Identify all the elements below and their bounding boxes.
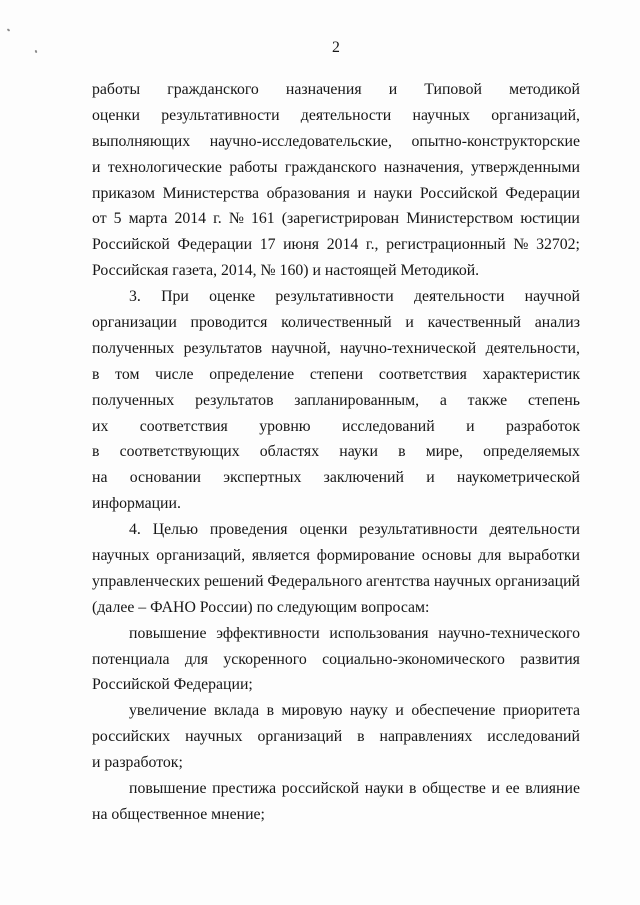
word: использования (329, 624, 429, 642)
word: заключений (323, 469, 404, 487)
document-body (92, 77, 580, 828)
word: г., (365, 236, 379, 254)
word: результативности (359, 521, 478, 539)
word: и (92, 158, 101, 176)
word: 17 (259, 236, 276, 254)
word: юстиции (520, 210, 580, 228)
word: и (405, 314, 414, 332)
word: разработок (505, 417, 580, 435)
list-item-1 (92, 621, 580, 699)
word: а (439, 391, 447, 409)
word: для (184, 650, 208, 668)
text-line: Российской Федерации; (92, 676, 253, 694)
list-item-3 (92, 776, 580, 828)
word: (зарегистрирован (281, 210, 400, 228)
word: в (398, 443, 406, 461)
word: российской (281, 780, 360, 798)
word: организаций (495, 572, 580, 590)
word: и (388, 81, 398, 98)
word: от (92, 210, 107, 228)
word: деятельности (413, 288, 505, 306)
list-item-2 (92, 698, 580, 776)
word: выработки (508, 547, 580, 565)
word: является (251, 547, 310, 565)
word: 2014 (326, 236, 359, 254)
text-line: на общественное мнение; (92, 805, 265, 823)
scan-mark (7, 28, 11, 31)
word: науки (339, 443, 378, 461)
word: экспертных (223, 469, 302, 487)
word: организаций, (491, 106, 580, 124)
word: При (161, 288, 189, 306)
word: деятельности (300, 106, 392, 124)
paragraph-continuation (92, 77, 580, 284)
word: обеспечение (411, 702, 496, 720)
text-line (92, 724, 580, 750)
text-line (92, 776, 580, 802)
text-line (92, 155, 580, 181)
word: в (409, 780, 417, 798)
word: № (228, 210, 244, 228)
text-line (92, 388, 580, 414)
word: назначения, (383, 158, 464, 176)
word: соответствующих (119, 443, 240, 461)
text-line (92, 414, 580, 440)
word: мире, (425, 443, 463, 461)
text-line (92, 336, 580, 362)
word: Целью (152, 521, 199, 539)
word: и (426, 469, 435, 487)
word: научных (412, 106, 470, 124)
word: деятельности (489, 521, 580, 539)
word: мировую (281, 702, 343, 720)
word: деятельности, (485, 339, 580, 357)
text-line: (далее – ФАНО России) по следующим вопросам: (92, 598, 430, 616)
word: регистрационный (386, 236, 506, 254)
word: опытно-конструкторские (411, 132, 580, 150)
word: приоритета (502, 702, 580, 720)
word: в (266, 702, 275, 720)
word: ее (505, 780, 520, 798)
word: наукометрической (456, 469, 580, 487)
word: организаций, (156, 547, 246, 565)
word: направлениях (379, 728, 473, 746)
word: на (92, 469, 108, 487)
paragraph-item-4 (92, 517, 580, 621)
word: приказом (92, 184, 155, 202)
word: вклада (214, 702, 260, 720)
word: Российской (92, 236, 170, 254)
text-line: информации. (92, 495, 181, 513)
word: Федерации (177, 236, 253, 254)
word: ускоренного (223, 650, 307, 668)
word: престижа (212, 780, 277, 798)
word: степень (527, 391, 580, 409)
word: основании (129, 469, 201, 487)
word: науки (373, 184, 413, 202)
word: в (92, 443, 100, 461)
word: организаций (257, 728, 343, 746)
word: увеличение (129, 702, 207, 720)
word: методикой (509, 81, 580, 98)
paragraph-item-3 (92, 284, 580, 517)
word: работы (229, 158, 278, 176)
word: количественный (281, 314, 392, 332)
word: 5 (113, 210, 122, 228)
word: технологические (107, 158, 222, 176)
word: Министерства (162, 184, 260, 202)
word: гражданского (167, 81, 259, 98)
word: развития (520, 650, 580, 668)
word: проводится (190, 314, 268, 332)
word: их (92, 417, 109, 435)
word: полученных (92, 391, 175, 409)
text-line (92, 284, 580, 310)
word: 161 (251, 210, 275, 228)
text-line (92, 647, 580, 673)
word: также (467, 391, 508, 409)
text-line (92, 621, 580, 647)
word: областях (259, 443, 320, 461)
word: уровню (259, 417, 311, 435)
word: агентства (366, 572, 431, 590)
word: основы (421, 547, 472, 565)
word: обществе (422, 780, 486, 798)
text-line (92, 569, 580, 595)
word: организации (92, 314, 177, 332)
word: определяемых (483, 443, 580, 461)
word: марта (128, 210, 168, 228)
word: научно-технического (438, 624, 580, 642)
word: исследований (487, 728, 580, 746)
text-line (92, 77, 580, 103)
text-line (92, 439, 580, 465)
word: результатов (183, 339, 263, 357)
word: Типовой (424, 81, 483, 98)
word: научно-технической (340, 339, 477, 357)
word: и (491, 780, 500, 798)
word: 4. (129, 521, 141, 539)
word: научных (433, 572, 492, 590)
word: для (478, 547, 502, 565)
word: научной (524, 288, 580, 306)
word: научно-исследовательские, (209, 132, 392, 150)
word: утвержденными (470, 158, 580, 176)
word: числе (155, 365, 194, 383)
text-line (92, 465, 580, 491)
word: решений (204, 572, 264, 590)
word: результативности (161, 106, 280, 124)
word: образования (266, 184, 350, 202)
text-line (92, 129, 580, 155)
word: повышение (129, 624, 207, 642)
word: характеристик (482, 365, 580, 383)
word: оценки (92, 106, 140, 124)
word: степени (309, 365, 364, 383)
word: оценки (299, 521, 348, 539)
text-line (92, 543, 580, 569)
word: и (357, 184, 366, 202)
word: г. (213, 210, 222, 228)
word: определение (209, 365, 295, 383)
word: июня (283, 236, 320, 254)
word: выполняющих (92, 132, 191, 150)
word: гражданского (284, 158, 377, 176)
word: исследований (341, 417, 435, 435)
word: в (92, 365, 100, 383)
word: назначения (285, 81, 362, 98)
word: науку (349, 702, 388, 720)
scan-mark (35, 50, 38, 54)
word: соответствия (378, 365, 467, 383)
word: и (466, 417, 475, 435)
word: Российской (419, 184, 498, 202)
word: качественный (427, 314, 522, 332)
word: и (395, 702, 404, 720)
word: анализ (534, 314, 580, 332)
word: результатов (195, 391, 274, 409)
word: 2014 (174, 210, 207, 228)
text-line (92, 310, 580, 336)
word: работы (92, 81, 141, 98)
word: Федерации (505, 184, 580, 202)
word: 3. (129, 288, 141, 306)
word: том (115, 365, 140, 383)
text-line (92, 181, 580, 207)
word: соответствия (139, 417, 228, 435)
page-number: 2 (332, 39, 340, 56)
word: научных (92, 547, 150, 565)
word: оценке (209, 288, 256, 306)
word: эффективности (216, 624, 320, 642)
text-line (92, 206, 580, 232)
word: управленческих (92, 572, 201, 590)
word: влияние (525, 780, 580, 798)
word: научных (185, 728, 243, 746)
word: формирование (316, 547, 415, 565)
text-line: и разработок; (92, 754, 183, 772)
text-line: Российская газета, 2014, № 160) и настоящей Методикой. (92, 262, 480, 280)
word: 32702; (536, 236, 580, 254)
text-line (92, 517, 580, 543)
text-line (92, 103, 580, 129)
word: Министерством (406, 210, 514, 228)
word: научной, (271, 339, 331, 357)
word: потенциала (92, 650, 170, 668)
word: полученных (92, 339, 175, 357)
word: социально-экономического (322, 650, 505, 668)
text-line (92, 698, 580, 724)
word: проведения (209, 521, 288, 539)
word: в (357, 728, 365, 746)
word: результативности (275, 288, 394, 306)
word: № (513, 236, 529, 254)
word: повышение (129, 780, 207, 798)
word: российских (92, 728, 171, 746)
word: науки (364, 780, 404, 798)
text-line (92, 232, 580, 258)
word: Федерального (267, 572, 363, 590)
text-line (92, 362, 580, 388)
word: запланированным, (294, 391, 420, 409)
